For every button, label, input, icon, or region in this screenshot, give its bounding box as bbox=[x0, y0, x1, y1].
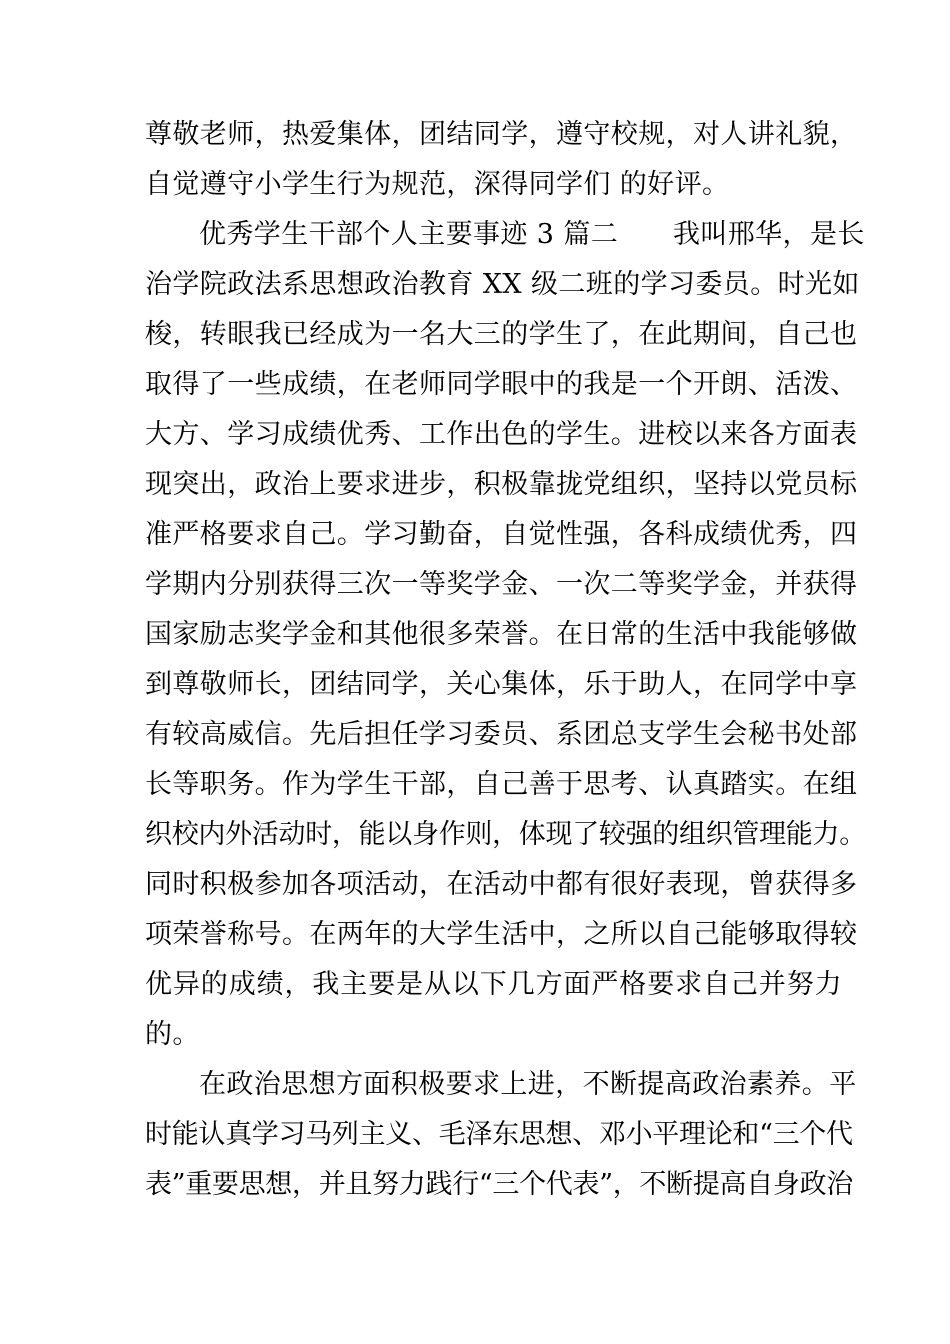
paragraph-start-line: 在政治思想方面积极要求上进，不断提高政治素养。平 bbox=[199, 1069, 857, 1100]
text-line: 项荣誉称号。在两年的大学生活中，之所以自己能够取得较 bbox=[145, 919, 858, 950]
text-line: 治学院政法系思想政治教育 XX 级二班的学习委员。时光如 bbox=[145, 269, 860, 300]
text-line: 取得了一些成绩，在老师同学眼中的我是一个开朗、活泼、 bbox=[145, 369, 858, 400]
text-line: 长等职务。作为学生干部，自己善于思考、认真踏实。在组 bbox=[145, 769, 858, 800]
text-line: 优异的成绩，我主要是从以下几方面严格要求自己并努力 bbox=[145, 969, 843, 1000]
text-line: 准严格要求自己。学习勤奋，自觉性强，各科成绩优秀，四 bbox=[145, 519, 858, 550]
text-line: 学期内分别获得三次一等奖学金、一次二等奖学金，并获得 bbox=[145, 569, 858, 600]
text-line: 自觉遵守小学生行为规范，深得同学们 的好评。 bbox=[145, 169, 730, 200]
text-line: 织校内外活动时，能以身作则，体现了较强的组织管理能力。 bbox=[145, 819, 866, 850]
text-line: 时能认真学习马列主义、毛泽东思想、邓小平理论和“三个代 bbox=[145, 1119, 853, 1150]
text-line: 大方、学习成绩优秀、工作出色的学生。进校以来各方面表 bbox=[145, 419, 858, 450]
text-line: 有较高威信。先后担任学习委员、系团总支学生会秘书处部 bbox=[145, 719, 858, 750]
text-line: 的。 bbox=[145, 1019, 200, 1050]
text-line: 表”重要思想，并且努力践行“三个代表”，不断提高自身政治 bbox=[145, 1169, 854, 1200]
text-line: 尊敬老师，热爱集体，团结同学，遵守校规，对人讲礼貌， bbox=[145, 119, 858, 150]
paragraph-start-line: 优秀学生干部个人主要事迹 3 篇二 我叫邢华，是长 bbox=[199, 219, 865, 250]
text-line: 同时积极参加各项活动，在活动中都有很好表现，曾获得多 bbox=[145, 869, 858, 900]
text-line: 梭，转眼我已经成为一名大三的学生了，在此期间，自己也 bbox=[145, 319, 858, 350]
text-line: 到尊敬师长，团结同学，关心集体，乐于助人，在同学中享 bbox=[145, 669, 858, 700]
text-line: 国家励志奖学金和其他很多荣誉。在日常的生活中我能够做 bbox=[145, 619, 858, 650]
text-line: 现突出，政治上要求进步，积极靠拢党组织，坚持以党员标 bbox=[145, 469, 858, 500]
